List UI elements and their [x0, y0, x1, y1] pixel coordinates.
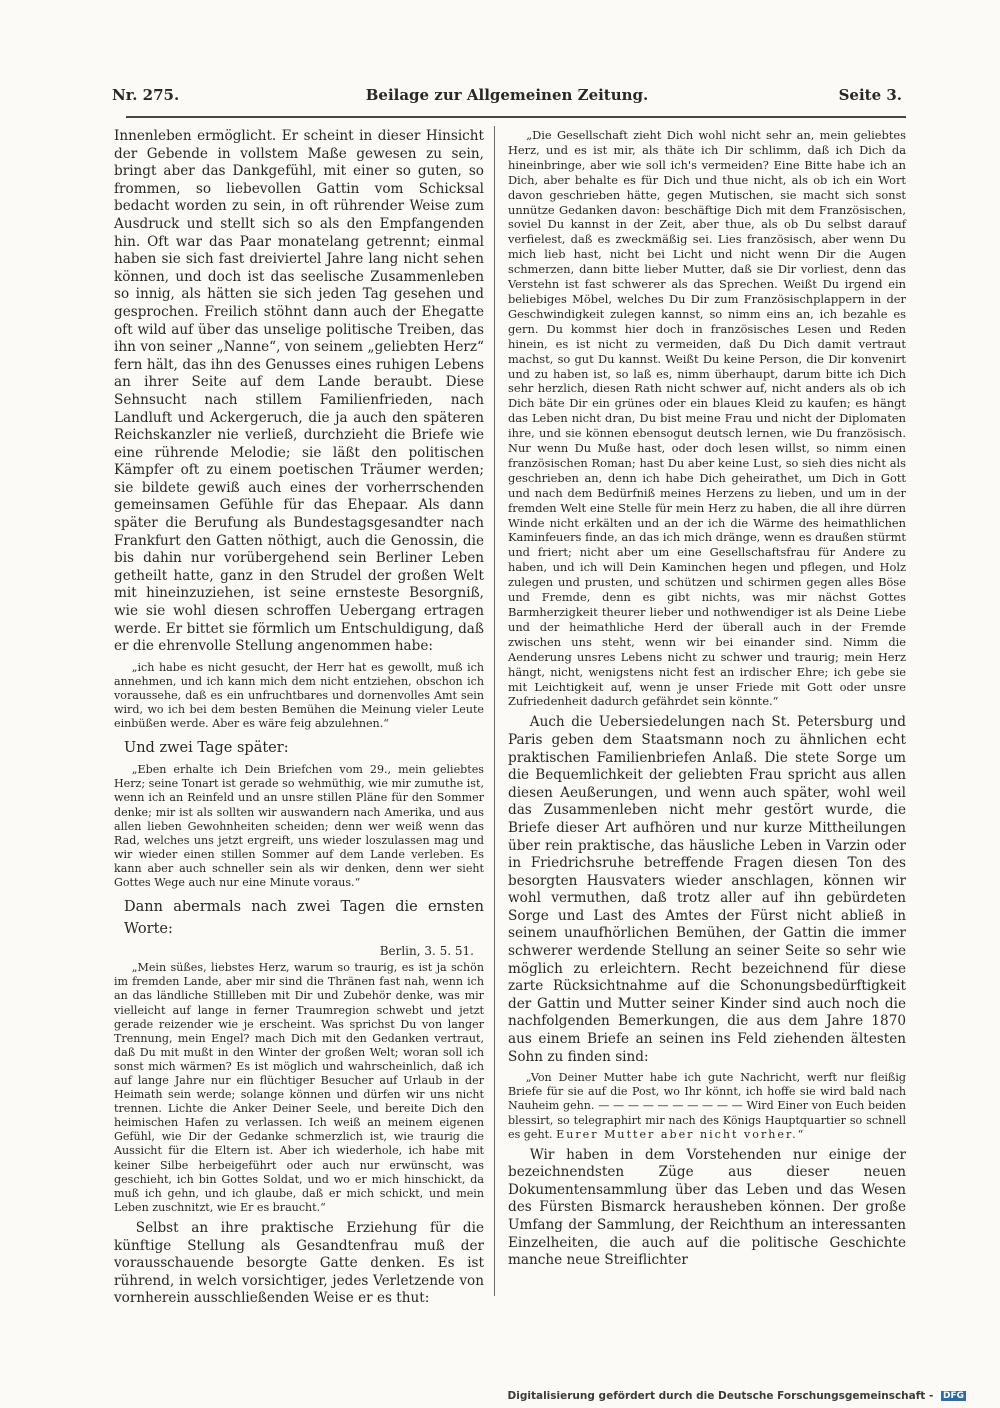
quote-gesellschaft: „Die Gesellschaft zieht Dich wohl nicht sehr an, mein geliebtes Herz, und es ist mir, als thäte ich Dir schlimm, daß ich Dich da hineinbringe, aber wie soll ich's vermeiden? Eine Bitte habe ich an Dich, aber behalte es für Dich und thue nicht, als ob ich ein Wort davon geschrieben hätte, gegen Mutischen, sie macht sich sonst unnütze Gedanken davon: beschäftige Dich mit dem Französischen, soviel Du kannst in der Zeit, aber thue, als ob Du selbst darauf verfielest, daß es zweckmäßig sei. Lies französisch, aber wenn Du mich lieb hast, nicht bei Licht und nicht wenn Dir die Augen schmerzen, dann bitte lieber Mutter, daß sie Dir vorliest, denn das Verstehn ist fast schwerer als das Sprechen. Weißt Du irgend ein beliebiges Möbel, welches Du Dir zum Französischplappern in der Geschwindigkeit zulegen kannst, so nimm eins an, ich bezahle es gern. Du kommst hier doch in französisches Lesen und Reden hinein, es ist nicht zu vermeiden, daß Du Dich damit vertraut machst, so gut Du kannst. Weißt Du keine Person, die Dir konvenirt und zu haben ist, so laß es, nimm überhaupt, darum bitte ich Dich sehr herzlich, diesen Rath nicht schwer auf, nicht anders als ob ich Dich bäte Dir ein grünes oder ein blaues Kleid zu kaufen; es hängt das Leben nicht dran, Du bist meine Frau und nicht der Diplomaten ihre, und sie können ebensogut deutsch lernen, wie Du französisch. Nur wenn Du Muße hast, oder doch lesen willst, so nimm einen französischen Roman; hast Du aber keine Lust, so sieh dies nicht als geschrieben an, denn ich habe Dich geheirathet, um Dich in Gott und nach dem Bedürfniß meines Herzens zu lieben, und um in der fremden Welt eine Stelle für mein Herz zu haben, die all ihre dürren Winde nicht erkälten und an der ich die Wärme des heimathlichen Kaminfeuers finde, an das ich mich dränge, wenn es draußen stürmt und friert; nicht aber um eine Gesellschaftsfrau für Andere zu haben, und ich will Dein Kaminchen hegen und pflegen, und Holz zulegen und prusten, und schützen und schirmen gegen alles Böse und Fremde, denn es gibt nichts, was mir nächst Gottes Barmherzigkeit theurer lieber und nothwendiger ist als Deine Liebe und der heimathliche Herd der überall auch in der Fremde zwischen uns steht, wenn wir bei einander sind. Nimm die Aenderung unsres Lebens nicht zu schwer und traurig; mein Herz hängt, nicht, wenigstens nicht fest an irdischer Ehre; ich gebe sie mit Leichtigkeit auf, wenn je unser Friede mit Gott oder unsre Zufriedenheit dadurch gefährdet sein könnte.“ — [508, 128, 906, 709]
issue-number: Nr. 275. — [112, 86, 180, 104]
quote-suesses-herz: „Mein süßes, liebstes Herz, warum so traurig, es ist ja schön im fremden Lande, aber mir sind die Thränen fast nah, wenn ich an das ländliche Stillleben mit Dir und Zubehör denke, was mir vielleicht auf lange in ferner Traumregion schwebt und jetzt gerade reizender wie je erscheint. Was sprichst Du von langer Trennung, mein Engel? mach Dich mit den Gedanken vertraut, daß Du mit mußt in den Winter der großen Welt; woran soll ich sonst mich wärmen? Es ist möglich und wahrscheinlich, daß ich auf lange Jahre nur ein flüchtiger Besucher auf Urlaub in der Heimath sein werde; solange können und dürfen wir uns nicht trennen. Lichte die Anker Deiner Seele, und bereite Dich den heimischen Hafen zu verlassen. Ich weiß an meinem eigenen Gefühl, wie Dir der Gedanke schmerzlich ist, wie traurig die Aussicht für die Eltern ist. Aber ich wiederhole, ich habe mit keiner Silbe herbeigeführt oder auch nur erwünscht, was geschieht, ich bin Gottes Soldat, und wo er mich hinschickt, da muß ich gehn, und ich glaube, daß er mich schickt, und mein Leben zuschnitzt, wie Er es braucht.“ — [114, 961, 484, 1214]
header-rule — [126, 116, 906, 118]
paragraph-erziehung: Selbst an ihre praktische Erziehung für die künftige Stellung als Gesandtenfrau muß der vorausschauende besorgte Gatte denken. Es ist rührend, in welch vorsichtiger, jedes Verletzende von vornherein ausschließenden Weise er es thut: — [114, 1219, 484, 1307]
subheading-zwei-tage: Und zwei Tage später: — [124, 740, 289, 757]
paragraph-innenleben: Innenleben ermöglicht. Er scheint in dieser Hinsicht der Gebende in vollstem Maße gewesen zu sein, bringt aber das Dankgefühl, mit einer so guten, so frommen, so liebevollen Gattin vom Schicksal bedacht worden zu sein, in oft rührender Weise zum Ausdruck und stellt sich so als den Empfangenden hin. Oft war das Paar monatelang getrennt; einmal haben sie sich fast dreiviertel Jahre lang nicht sehen können, und doch ist das seelische Zusammenleben so innig, als hätten sie sich jeden Tag gesehen und gesprochen. Freilich stöhnt dann auch der Ehegatte oft wild auf über das unselige politische Treiben, das ihn von seiner „Nanne“, von seinem „geliebten Herz“ fern hält, das ihn des Genusses eines ruhigen Lebens an ihrer Seite auf dem Lande beraubt. Diese Sehnsucht nach stillem Familienfrieden, nach Landluft und Ackergeruch, die ja auch den späteren Reichskanzler nie verließ, durchzieht die Briefe wie eine rührende Melodie; sie läßt den politischen Kämpfer oft zu einem poetischen Träumer werden; sie bildete gewiß auch eines der vorherrschenden gemeinsamen Gefühle für das Ehepaar. Als dann später die Berufung als Bundestagsgesandter nach Frankfurt den Gatten nöthigt, auch die Genossin, die bis dahin nur vorübergehend sein Berliner Leben getheilt hatte, ganz in den Strudel der großen Welt mit hineinzuziehen, ist seine ernsteste Besorgniß, wie sie wohl diesen schroffen Uebergang ertragen werde. Er bittet sie förmlich um Entschuldigung, daß er die ehrenvolle Stellung angenommen habe: — [114, 128, 484, 655]
paragraph-vorstehenden: Wir haben in dem Vorstehenden nur einige der bezeichnendsten Züge aus dieser neuen Dokumentensammlung über das Leben und das Wesen des Fürsten Bismarck herausheben können. Der große Umfang der Sammlung, der Reichthum an interessanten Einzelheiten, die auch auf die politische Geschichte manche neue Streiflichter — [508, 1146, 906, 1269]
page-number: Seite 3. — [838, 86, 902, 104]
credit-text: Digitalisierung gefördert durch die Deutsche Forschungsgemeinschaft - — [507, 1390, 934, 1402]
quote-nicht-gesucht: „ich habe es nicht gesucht, der Herr hat es gewollt, muß ich annehmen, und ich kann mich dem nicht entziehen, obschon ich voraussehe, daß es ein unfruchtbares und dornenvolles Amt sein wird, wo ich bei dem besten Bemühen die Meinung vieler Leute einbüßen werde. Aber es wäre feig abzulehnen.“ — [114, 660, 484, 731]
dateline: Berlin, 3. 5. 51. — [379, 944, 474, 959]
subheading-ernste-worte: Dann abermals nach zwei Tagen die ernsten Worte: — [124, 899, 484, 938]
quote-deiner-mutter — [508, 1071, 906, 1141]
quote-signature: Eurer Mutter aber nicht vorher.“ — [556, 1127, 806, 1141]
quote-briefchen: „Eben erhalte ich Dein Briefchen vom 29., mein geliebtes Herz; seine Tonart ist gerade so wehmüthig, wie mir zumuthe ist, wenn ich an Reinfeld und an unsre stillen Pläne für den Sommer denke; mir ist als sollten wir auswandern nach Amerika, und aus allen lieben Gewohnheiten scheiden; denn wer weiß wenn das Rad, welches uns jetzt ergreift, uns wieder loszulassen mag und wir wieder einen stillen Sommer auf dem Lande verleben. Es kann aber auch schneller sein als wir denken, denn wer sieht Gottes Wege auch nur eine Minute voraus.“ — [114, 763, 484, 890]
page-header — [112, 86, 902, 110]
column-divider — [494, 126, 495, 1296]
supplement-title: Beilage zur Allgemeinen Zeitung. — [365, 86, 649, 104]
left-column — [114, 128, 484, 1313]
digitization-credit — [508, 1390, 966, 1402]
quote-deiner-mutter-text: „Von Deiner Mutter habe ich gute Nachricht, werft nur fleißig Briefe für sie auf die Post, wo Ihr könnt, ich hoffe sie wird bald nach Nauheim gehn. — — — — — — — — — — Wird Einer von Euch beiden blessirt, so telegraphirt mir nach des Königs Hauptquartier so schnell es geht. — [508, 1071, 906, 1141]
dfg-logo: DFG — [942, 1391, 964, 1401]
paragraph-uebersiedelungen: Auch die Uebersiedelungen nach St. Petersburg und Paris geben dem Staatsmann noch zu ähnlichen echt praktischen Familienbriefen Anlaß. Die stete Sorge um die Bequemlichkeit der geliebten Frau spricht aus allen diesen Aeußerungen, und wenn auch später, wohl weil das Zusammenleben nicht mehr gestört wurde, die Briefe dieser Art aufhören und nur kurze Mittheilungen über rein praktische, das häusliche Leben in Varzin oder in Friedrichsruhe betreffende Fragen diesen Ton des besorgten Hausvaters wieder anschlagen, können wir wohl vermuthen, daß trotz aller auf ihn gebürdeten Sorge und Last des Amtes der Fürst nicht abließ in seinem unaufhörlichen Bemühen, der Gattin die immer schwerer werdende Stellung an seiner Seite so sehr wie möglich zu erleichtern. Recht bezeichnend für diese zarte Rücksichtnahme auf die Schonungsbedürftigkeit der Gattin und Mutter seiner Kinder sind auch noch die nachfolgenden Bemerkungen, die aus dem Jahre 1870 aus einem Briefe an seinen ins Feld ziehenden ältesten Sohn zu finden sind: — [508, 714, 906, 1065]
right-column — [508, 128, 906, 1275]
